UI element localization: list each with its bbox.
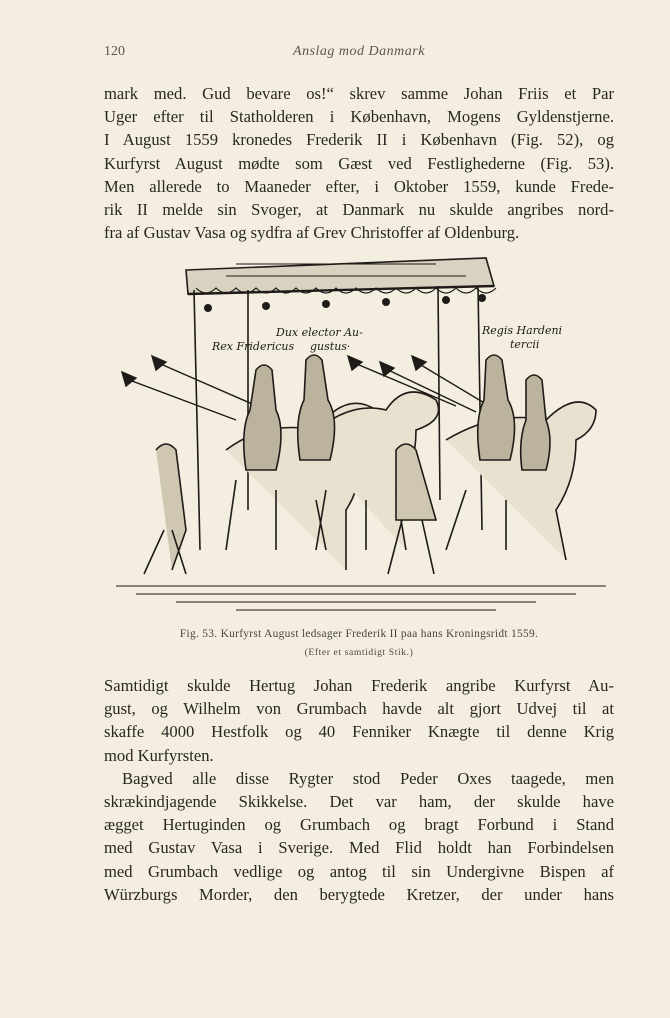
text-line: rik II melde sin Svoger, at Danmark nu skulde angribes nord- [104,199,614,219]
paragraph-bottom [104,674,614,906]
dux-elector-label-line2: gustus· [310,340,351,353]
figure-caption: Fig. 53. Kurfyrst August ledsager Frederik II paa hans Kroningsridt 1559. [179,628,539,640]
text-line: mod Kurfyrsten. [104,745,214,765]
regis-hardeni-label-line1: Regis Hardeni [482,324,563,337]
text-line: Bagved alle disse Rygter stod Peder Oxes taagede, men [122,768,614,788]
text-line: mark med. Gud bevare os!“ skrev samme Johan Friis et Par [104,84,614,103]
text-line: med Grumbach vedlige og antog til sin Undergivne Bispen af [104,861,614,881]
text-line: Kurfyrst August mødte som Gæst ved Festlighederne (Fig. 53). [104,153,614,173]
regis-hardeni-label-line2: tercii [510,338,540,351]
coronation-procession-engraving [116,250,606,618]
text-line: skaffe 4000 Hestfolk og 40 Fenniker Knægte til denne Krig [104,722,614,742]
rex-fridericus-label: Rex Fridericus [212,340,295,353]
text-line: skrækindjagende Skikkelse. Det var ham, der skulde have [104,791,614,811]
paragraph-top [104,82,614,244]
text-line: Samtidigt skulde Hertug Johan Frederik angribe Kurfyrst Au- [104,676,614,695]
running-title: Anslag mod Danmark [293,44,425,59]
text-line: med Gustav Vasa i Sverige. Med Flid holdt han Forbindelsen [104,838,614,858]
page-header [104,44,614,64]
text-line: Men allerede to Maaneder efter, i Oktober 1559, kunde Frede- [104,176,614,196]
text-line: gust, og Wilhelm von Grumbach havde alt gjort Udvej til at [104,699,614,719]
text-line: I August 1559 kronedes Frederik II i København (Fig. 52), og [104,130,614,150]
page-number: 120 [104,44,125,59]
figure-source-note: (Efter et samtidigt Stik.) [304,647,414,658]
dux-elector-label-line1: Dux elector Au- [276,326,363,339]
text-line: ægget Hertuginden og Grumbach og bragt Forbund i Stand [104,815,614,835]
text-line: fra af Gustav Vasa og sydfra af Grev Christoffer af Oldenburg. [104,223,520,243]
text-line: Würzburgs Morder, den berygtede Kretzer, der under hans [104,884,614,904]
text-line: Uger efter til Statholderen i København, Mogens Gyldenstjerne. [104,107,614,127]
